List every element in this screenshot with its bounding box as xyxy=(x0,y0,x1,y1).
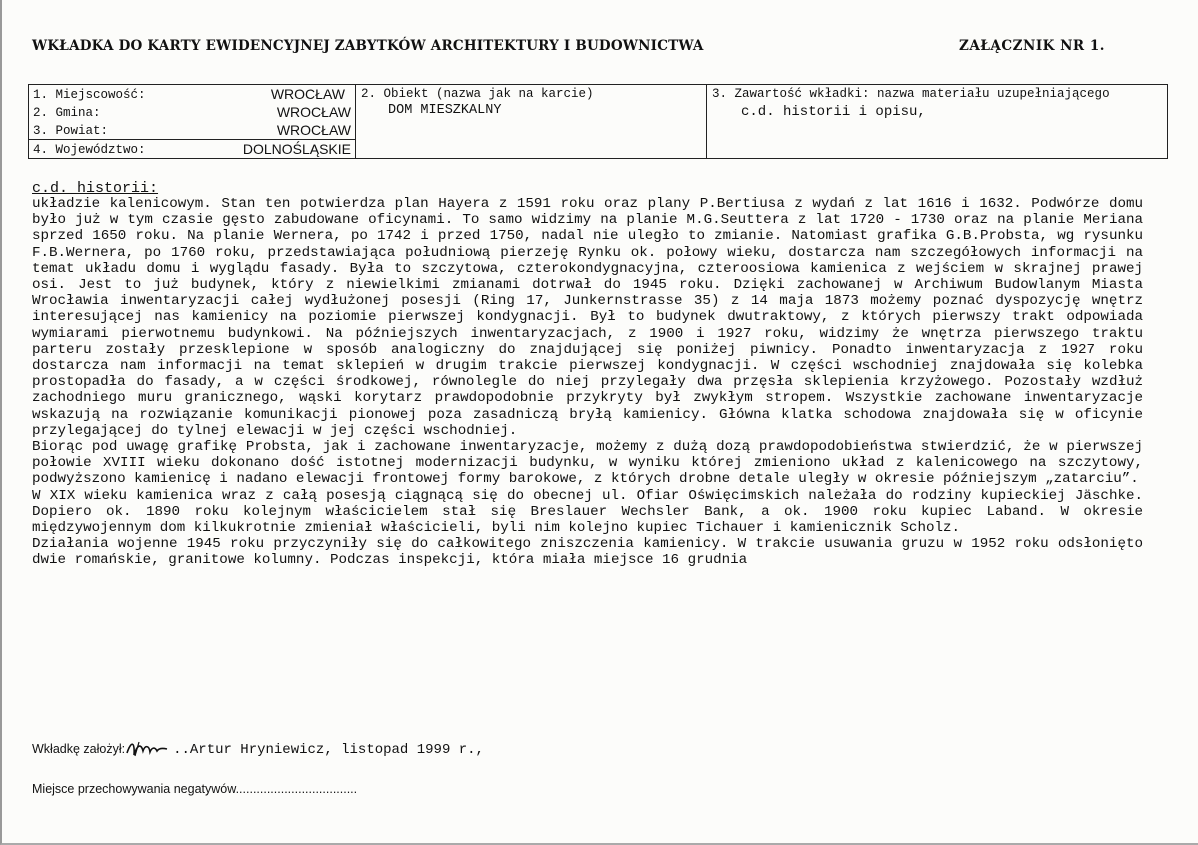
info-box xyxy=(28,84,1168,159)
voivodeship-label: 4. Województwo: xyxy=(33,143,146,157)
author-label: Wkładkę założył: xyxy=(32,742,126,757)
district-value: WROCŁAW xyxy=(276,122,351,138)
location-column xyxy=(29,85,356,158)
contents-column xyxy=(707,85,1167,158)
annex-number: ZAŁĄCZNIK NR 1. xyxy=(959,38,1105,54)
contents-label: 3. Zawartość wkładki: nazwa materiału uzupełniającego xyxy=(712,87,1110,101)
author-value: ..Artur Hryniewicz, listopad 1999 r., xyxy=(173,742,484,759)
object-column xyxy=(356,85,707,158)
history-paragraph: W XIX wieku kamienica wraz z całą posesją ciągnącą się do obecnej ul. Ofiar Oświęcimskich należała do rodziny kupieckiej Jäschke. Dopiero ok. 1890 roku kolejnym właścicielem stał się Breslauer Wechsler Bank, a ok. 1900 roku kupiec Laband. W okresie międzywojennym dom kilkukrotnie zmieniał właścicieli, byli nim kolejno kupiec Tichauer i kamienicznik Scholz. xyxy=(32,487,1143,537)
location-row-voivodeship xyxy=(33,141,355,159)
history-heading: c.d. historii: xyxy=(32,180,159,197)
object-value: DOM MIESZKALNY xyxy=(388,103,502,118)
history-paragraph: Biorąc pod uwagę grafikę Probsta, jak i zachowane inwentaryzacje, możemy z dużą dozą prawdopodobieństwa stwierdzić, że w pierwszej połowie XVIII wieku dokonano dość istotnej modernizacji budynku, w wyniku której zmieniono układ z kalenicowego na szczytowy, podwyższono kamienicę i nadano elewacji frontowej formy barokowe, z których drobne detale uległy w okresie późniejszym „zatarciu”. xyxy=(32,439,1143,488)
object-label: 2. Obiekt (nazwa jak na karcie) xyxy=(361,87,594,101)
document-title: WKŁADKA DO KARTY EWIDENCYJNEJ ZABYTKÓW ARCHITEKTURY I BUDOWNICTWA xyxy=(32,38,704,54)
location-row-district xyxy=(33,122,355,140)
history-paragraph: Działania wojenne 1945 roku przyczyniły się do całkowitego zniszczenia kamienicy. W trakcie usuwania gruzu w 1952 roku odsłonięto dwie romańskie, granitowe kolumny. Podczas inspekcji, która miała miejsce 16 grudnia xyxy=(32,536,1143,569)
contents-value: c.d. historii i opisu, xyxy=(741,104,926,120)
negatives-storage-line xyxy=(32,780,357,798)
signature-image xyxy=(125,739,173,759)
history-body xyxy=(32,196,1143,569)
district-label: 3. Powiat: xyxy=(33,124,109,138)
author-line xyxy=(32,739,484,759)
location-row-town xyxy=(33,86,355,104)
location-row-municipality xyxy=(33,104,355,122)
location-divider xyxy=(29,139,355,140)
municipality-label: 2. Gmina: xyxy=(33,106,101,120)
town-value: WROCŁAW xyxy=(270,86,345,102)
town-label: 1. Miejscowość: xyxy=(33,88,146,102)
municipality-value: WROCŁAW xyxy=(276,104,351,120)
storage-value: ................................... xyxy=(235,782,358,796)
storage-label: Miejsce przechowywania negatywów xyxy=(32,782,236,796)
history-paragraph: układzie kalenicowym. Stan ten potwierdza plan Hayera z 1591 roku oraz plany P.Bertiusa z wydań z lat 1616 i 1632. Podwórze domu było już w tym czasie gęsto zabudowane oficynami. To samo widzimy na planie M.G.Seuttera z lat 1720 - 1730 oraz na planie Meriana sprzed 1650 roku. Na planie Wernera, po 1742 i przed 1750, nadal nie uległo to zmianie. Natomiast grafika G.B.Probsta, wg rysunku F.B.Wernera, po 1760 roku, przedstawiająca południową pierzeję Rynku ok. połowy wieku, dostarcza nam szczegółowych informacji na temat układu domu i wyglądu fasady. Była to szczytowa, czterokondygnacyjna, czteroosiowa kamienica z wejściem w skrajnej prawej osi. Jest to już budynek, który z niewielkimi zmianami dotrwał do 1945 roku. Dzięki zachowanej w Archiwum Budowlanym Miasta Wrocławia inwentaryzacji całej wydłużonej posesji (Ring 17, Junkernstrasse 35) z 14 maja 1873 możemy poznać dyspozycję wnętrz interesującej nas kamienicy na poziomie pierwszej kondygnacji. Był to budynek dwutraktowy, z których pierwszy trakt odpowiada wymiarami pierwotnemu budynkowi. Na późniejszych inwentaryzacjach, z 1900 i 1927 roku, widzimy że wnętrza pierwszego traktu parteru zostały przesklepione w sposób analogiczny do znajdującej się poniżej piwnicy. Ponadto inwentaryzacja z 1927 roku dostarcza nam informacji na temat sklepień w drugim trakcie pierwszej kondygnacji. W części wschodniej znajdowała się kolebka prostopadła do fasady, a w części środkowej, równolegle do niej przylegały dwa przęsła sklepienia krzyżowego. Pozostały wzdłuż zachodniego muru granicznego, wąski korytarz prawdopodobnie przykryty był zwykłym stropem. Wszystkie zachowane inwentaryzacje wskazują na rozwiązanie komunikacji pionowej poza zasadniczą bryłą kamienicy. Główna klatka schodowa znajdowała się w oficynie przylegającej do tylnej elewacji w jej części wschodniej. xyxy=(32,196,1143,439)
voivodeship-value: DOLNOŚLĄSKIE xyxy=(242,141,351,157)
